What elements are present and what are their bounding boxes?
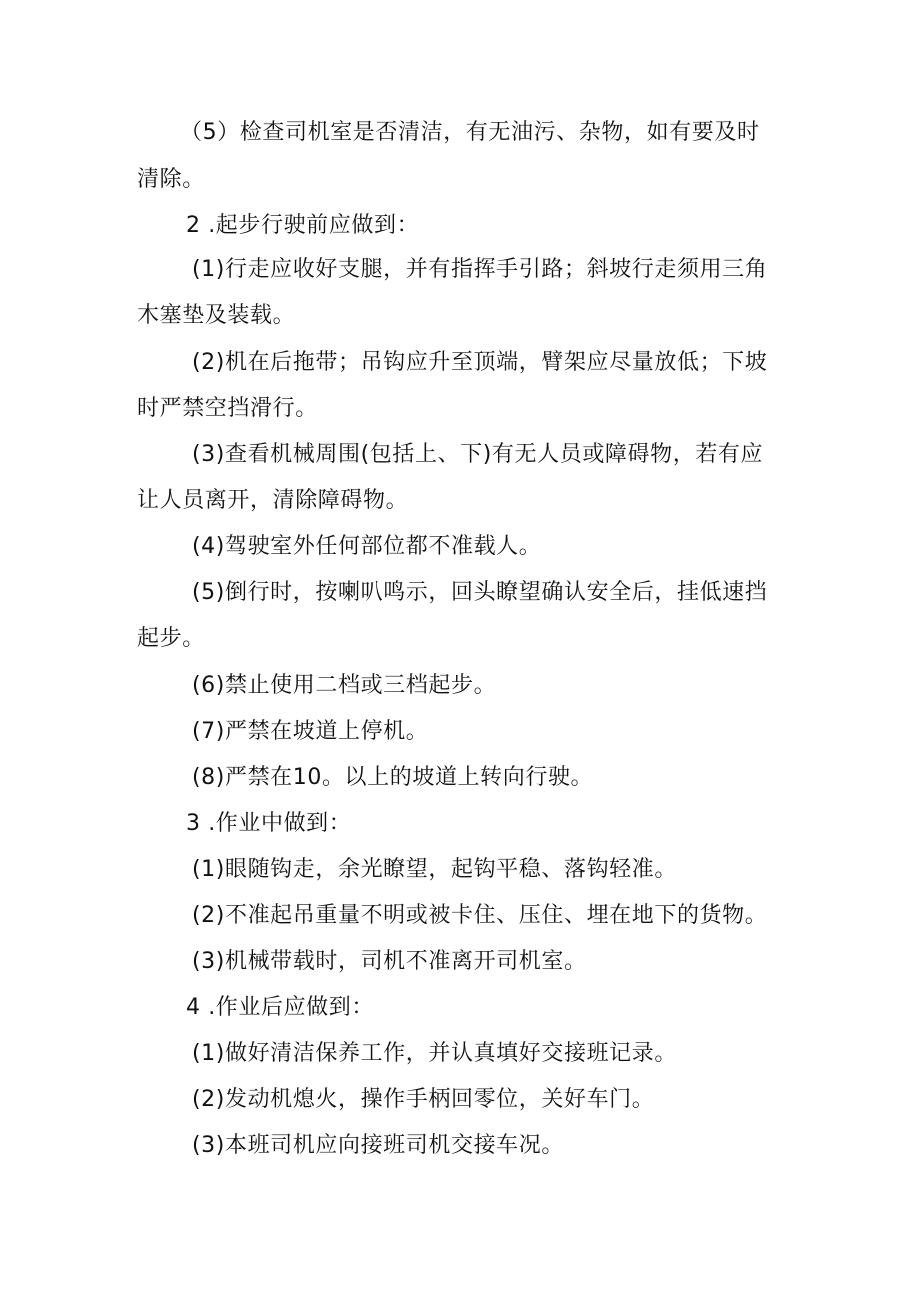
- text-line: (3)机械带载时，司机不准离开司机室。: [192, 949, 587, 974]
- text-line: (4)驾驶室外任何部位都不准载人。: [192, 534, 542, 559]
- text-line: (7)严禁在坡道上停机。: [192, 719, 429, 744]
- text-line: (8)严禁在10。以上的坡道上转向行驶。: [192, 765, 594, 790]
- text-line: (3)查看机械周围(包括上、下)有无人员或障碍物，若有应: [192, 442, 764, 467]
- text-line: 时严禁空挡滑行。: [137, 396, 318, 421]
- text-line: 木塞垫及装载。: [137, 303, 296, 328]
- text-line: (1)做好清洁保养工作，并认真填好交接班记录。: [192, 1041, 677, 1066]
- text-line: （5）检查司机室是否清洁，有无油污、杂物，如有要及时: [180, 120, 760, 145]
- section-heading: 2 .起步行驶前应做到：: [186, 213, 420, 238]
- text-line: (1)眼随钩走，余光瞭望，起钩平稳、落钩轻准。: [192, 857, 677, 882]
- text-line: (3)本班司机应向接班司机交接车况。: [192, 1133, 564, 1158]
- section-heading: 3 .作业中做到：: [186, 811, 352, 836]
- text-line: (2)机在后拖带；吊钩应升至顶端，臂架应尽量放低；下坡: [192, 350, 768, 375]
- text-line: 起步。: [137, 626, 205, 651]
- text-line: (6)禁止使用二档或三档起步。: [192, 673, 497, 698]
- text-line: (5)倒行时，按喇叭鸣示，回头瞭望确认安全后，挂低速挡: [192, 580, 768, 605]
- text-line: (2)不准起吊重量不明或被卡住、压住、埋在地下的货物。: [192, 903, 768, 928]
- text-line: 清除。: [137, 167, 205, 192]
- text-line: (1)行走应收好支腿，并有指挥手引路；斜坡行走须用三角: [192, 257, 768, 282]
- text-line: (2)发动机熄火，操作手柄回零位，关好车门。: [192, 1087, 655, 1112]
- text-line: 让人员离开，清除障碍物。: [137, 488, 409, 513]
- section-heading: 4 .作业后应做到：: [186, 995, 374, 1020]
